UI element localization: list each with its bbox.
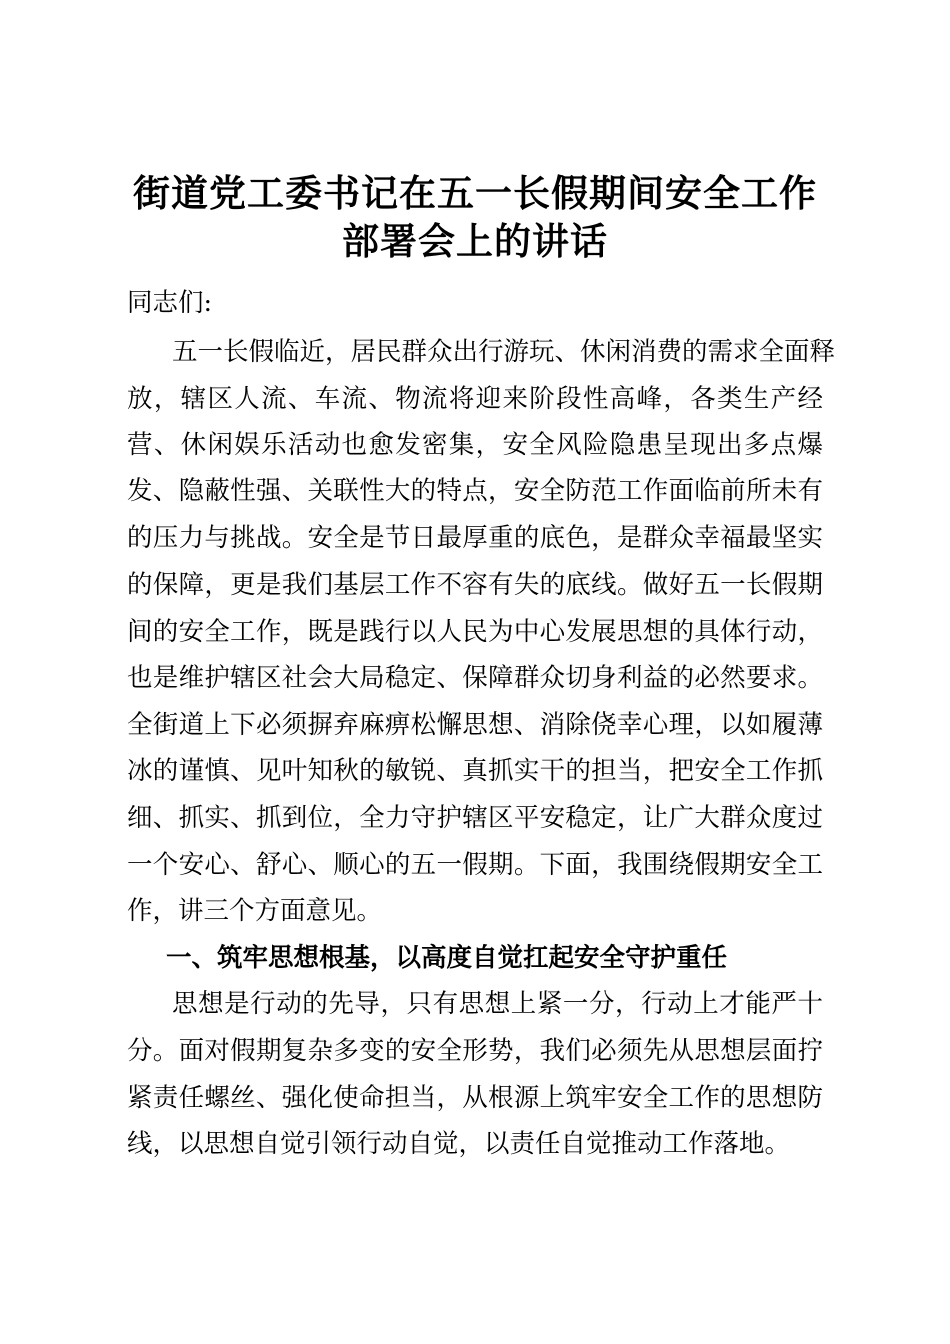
paragraph-2-line: 紧责任螺丝、强化使命担当，从根源上筑牢安全工作的思想防 (127, 1083, 823, 1113)
paragraph-1-line: 间的安全工作，既是践行以人民为中心发展思想的具体行动， (127, 617, 823, 647)
paragraph-1-line: 细、抓实、抓到位，全力守护辖区平安稳定，让广大群众度过 (127, 803, 823, 833)
salutation: 同志们: (127, 288, 213, 318)
section-1-heading: 一、筑牢思想根基，以高度自觉扛起安全守护重任 (166, 943, 728, 973)
paragraph-1-line: 放，辖区人流、车流、物流将迎来阶段性高峰，各类生产经 (127, 384, 823, 414)
paragraph-1-line: 的保障，更是我们基层工作不容有失的底线。做好五一长假期 (127, 570, 823, 600)
paragraph-1-line: 作，讲三个方面意见。 (127, 896, 383, 926)
paragraph-1-line: 发、隐蔽性强、关联性大的特点，安全防范工作面临前所未有 (127, 476, 823, 506)
paragraph-1-line: 一个安心、舒心、顺心的五一假期。下面，我围绕假期安全工 (127, 850, 823, 880)
paragraph-1-line: 也是维护辖区社会大局稳定、保障群众切身利益的必然要求。 (127, 663, 823, 693)
paragraph-1-line: 营、休闲娱乐活动也愈发密集，安全风险隐患呈现出多点爆 (127, 430, 823, 460)
paragraph-2-line: 分。面对假期复杂多变的安全形势，我们必须先从思想层面拧 (127, 1036, 823, 1066)
paragraph-1-line: 冰的谨慎、见叶知秋的敏锐、真抓实干的担当，把安全工作抓 (127, 756, 823, 786)
paragraph-1-line: 五一长假临近，居民群众出行游玩、休闲消费的需求全面释 (172, 337, 836, 367)
paragraph-2-line: 思想是行动的先导，只有思想上紧一分，行动上才能严十 (172, 989, 823, 1019)
paragraph-1-line: 的压力与挑战。安全是节日最厚重的底色，是群众幸福最坚实 (127, 523, 823, 553)
document-title-line-2: 部署会上的讲话 (342, 220, 608, 263)
paragraph-2-line: 线，以思想自觉引领行动自觉，以责任自觉推动工作落地。 (127, 1129, 791, 1159)
document-title-line-1: 街道党工委书记在五一长假期间安全工作 (133, 172, 817, 215)
paragraph-1-line: 全街道上下必须摒弃麻痹松懈思想、消除侥幸心理，以如履薄 (127, 710, 823, 740)
